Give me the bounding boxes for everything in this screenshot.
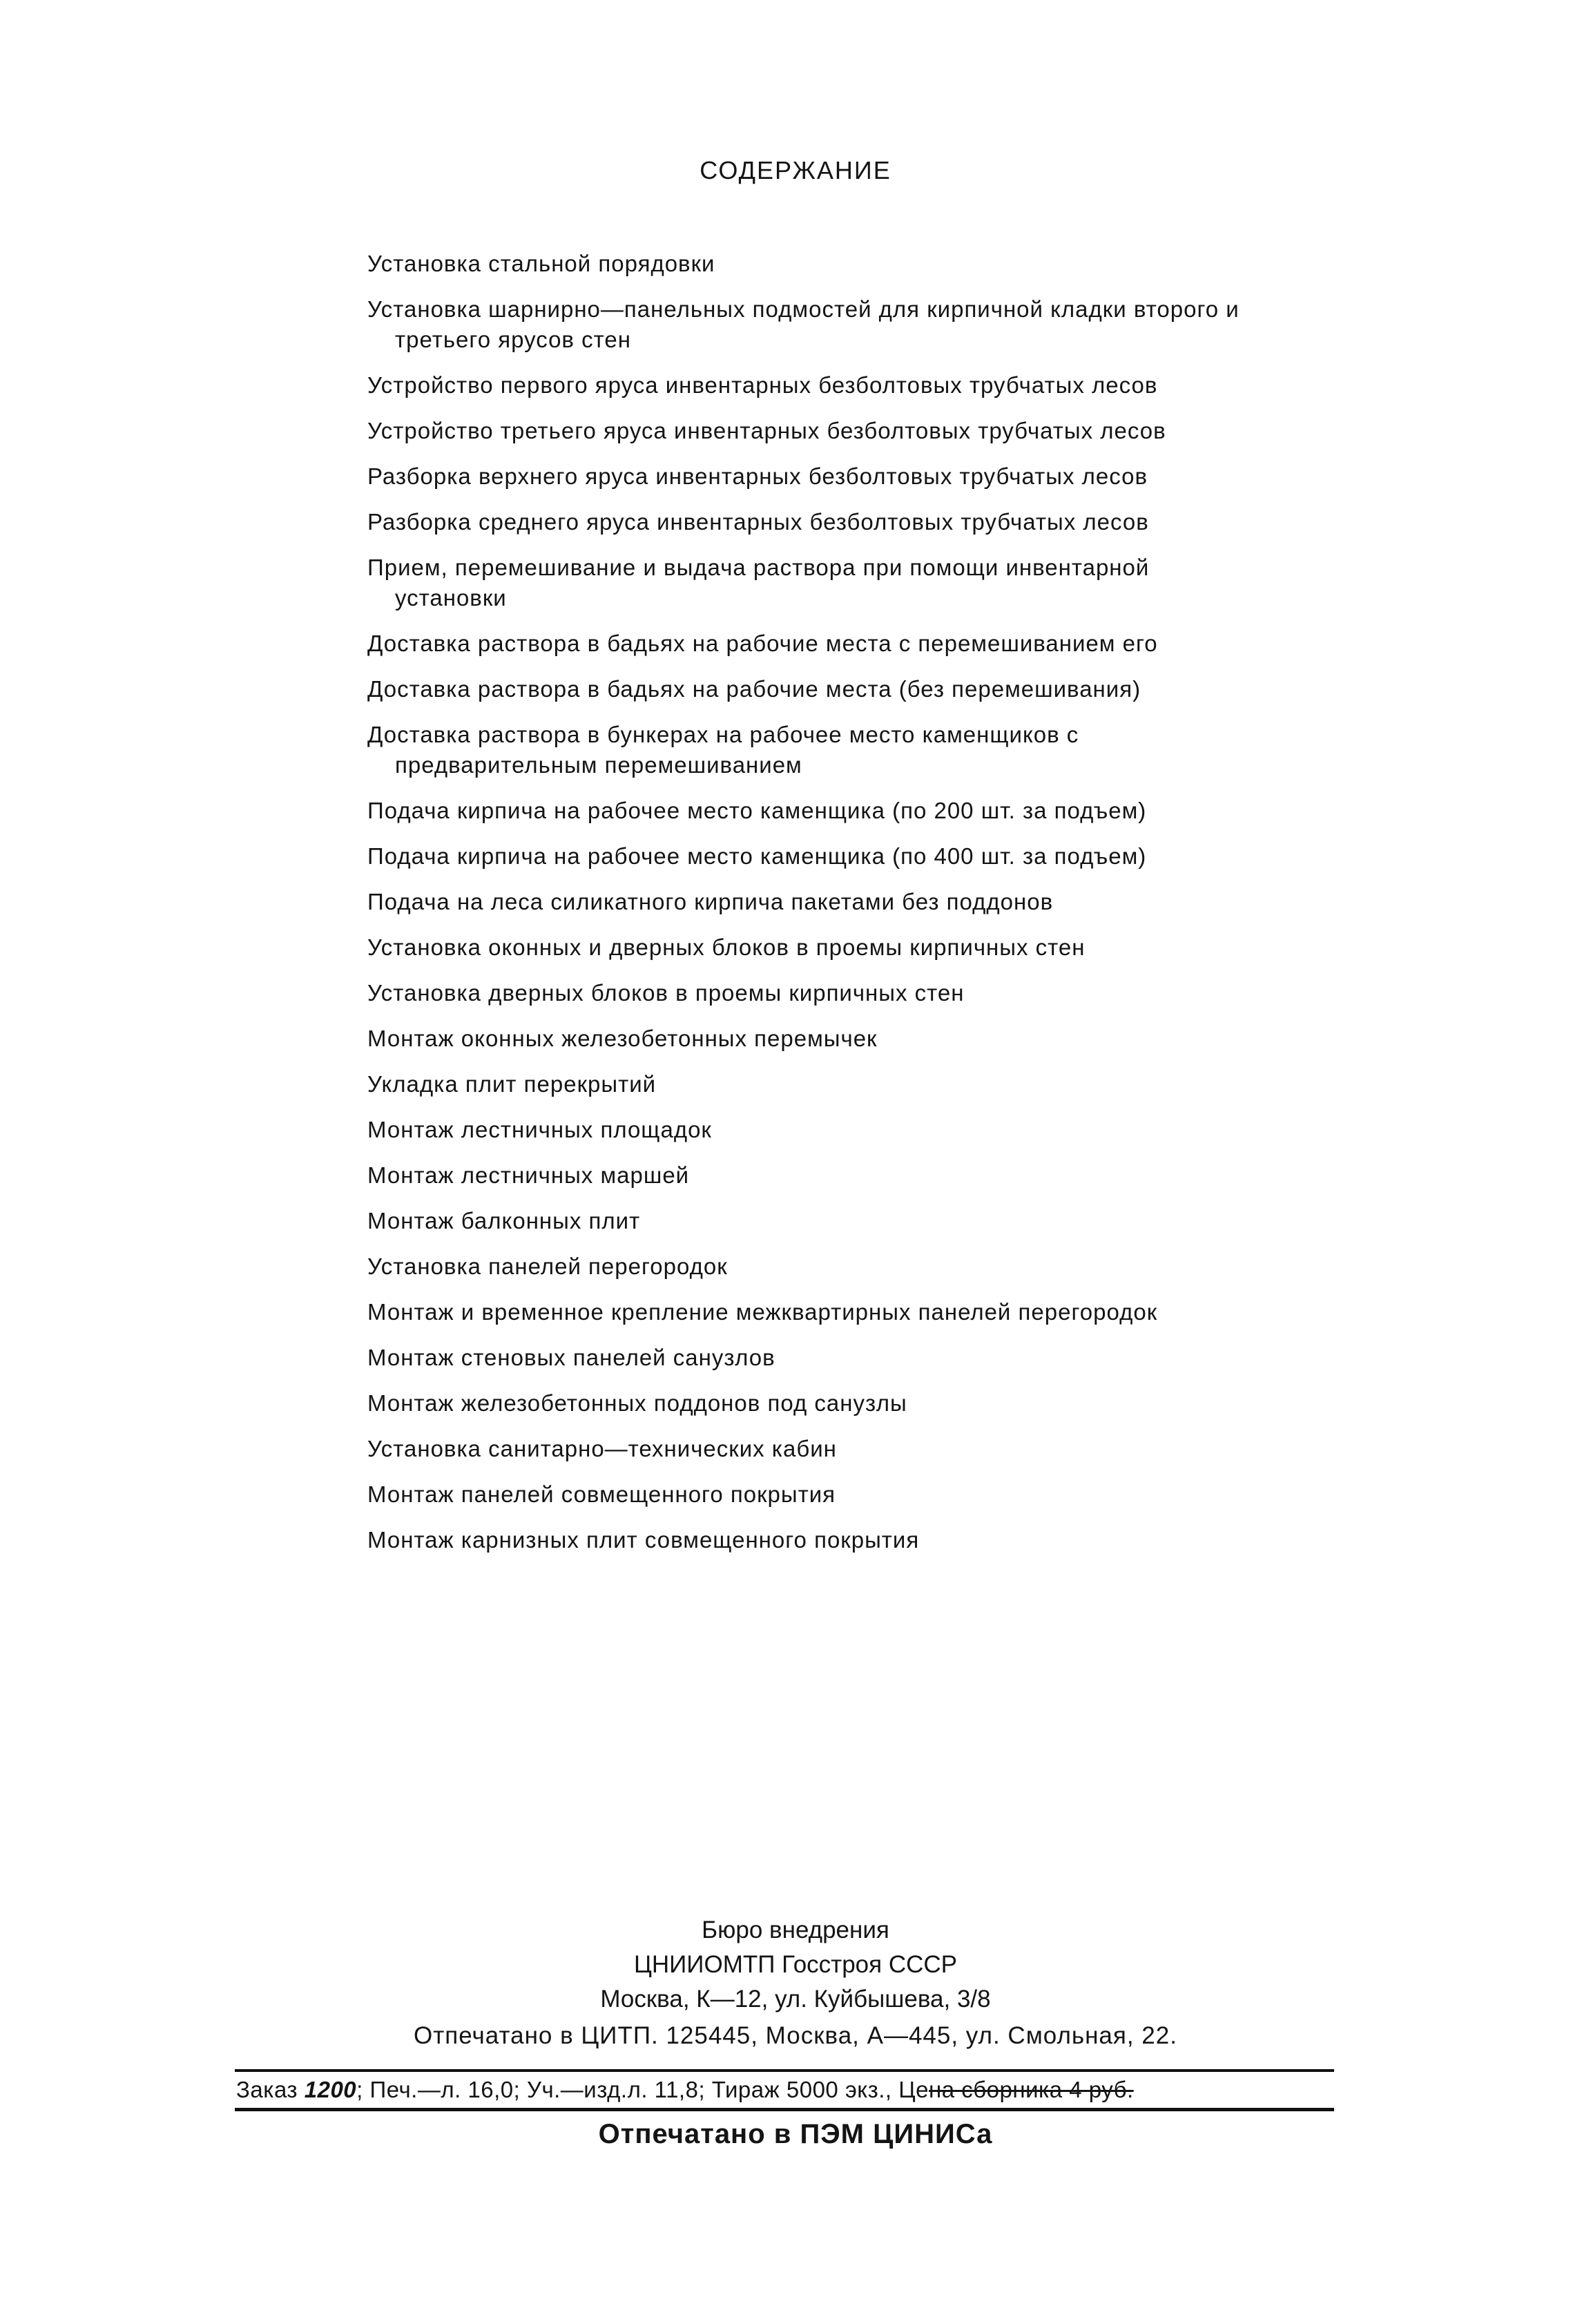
toc-item: Монтаж стеновых панелей санузлов bbox=[367, 1345, 775, 1370]
toc-item: Установка оконных и дверных блоков в проемы кирпичных стен bbox=[367, 934, 1086, 960]
order-line bbox=[236, 2075, 1334, 2105]
publisher-imprint bbox=[0, 1913, 1591, 2017]
toc-item: Монтаж лестничных маршей bbox=[367, 1162, 690, 1188]
table-of-contents bbox=[367, 249, 1244, 1571]
toc-item: Разборка среднего яруса инвентарных безболтовых трубчатых лесов bbox=[367, 509, 1149, 535]
toc-item: Установка санитарно—технических кабин bbox=[367, 1436, 837, 1461]
order-price-struck: на сборника 4 руб. bbox=[929, 2077, 1134, 2102]
imprint-line: Москва, К—12, ул. Куйбышева, 3/8 bbox=[600, 1986, 991, 2013]
toc-item: Установка стальной порядовки bbox=[367, 251, 715, 276]
toc-item: Установка шарнирно—панельных подмостей для кирпичной кладки второго и третьего ярусов стен bbox=[367, 296, 1240, 352]
order-details: ; Печ.—л. 16,0; Уч.—изд.л. 11,8; Тираж 5000 экз., Це bbox=[356, 2077, 929, 2102]
toc-item: Монтаж оконных железобетонных перемычек bbox=[367, 1026, 878, 1051]
toc-item: Доставка раствора в бадьях на рабочие места с перемешиванием его bbox=[367, 631, 1158, 656]
toc-item: Подача на леса силикатного кирпича пакетами без поддонов bbox=[367, 889, 1054, 914]
page-title: СОДЕРЖАНИЕ bbox=[700, 156, 891, 184]
toc-item: Монтаж карнизных плит совмещенного покрытия bbox=[367, 1527, 920, 1553]
toc-item: Монтаж панелей совмещенного покрытия bbox=[367, 1481, 836, 1507]
toc-item: Устройство первого яруса инвентарных безболтовых трубчатых лесов bbox=[367, 372, 1158, 398]
order-label: Заказ bbox=[236, 2077, 298, 2102]
toc-item: Монтаж балконных плит bbox=[367, 1208, 641, 1233]
toc-item: Прием, перемешивание и выдача раствора при помощи инвентарной установки bbox=[367, 555, 1150, 611]
toc-item: Укладка плит перекрытий bbox=[367, 1071, 657, 1097]
final-printer-line: Отпечатано в ПЭМ ЦИНИСа bbox=[598, 2119, 993, 2149]
toc-item: Установка дверных блоков в проемы кирпичных стен bbox=[367, 980, 965, 1006]
toc-item: Разборка верхнего яруса инвентарных безболтовых трубчатых лесов bbox=[367, 463, 1148, 489]
toc-item: Подача кирпича на рабочее место каменщика (по 200 шт. за подъем) bbox=[367, 798, 1147, 823]
order-number: 1200 bbox=[304, 2077, 357, 2102]
toc-item: Доставка раствора в бадьях на рабочие места (без перемешивания) bbox=[367, 676, 1141, 702]
toc-item: Монтаж лестничных площадок bbox=[367, 1117, 712, 1142]
divider bbox=[235, 2069, 1334, 2072]
printer-line: Отпечатано в ЦИТП. 125445, Москва, А—445, ул. Смольная, 22. bbox=[414, 2022, 1177, 2049]
toc-item: Монтаж и временное крепление межквартирных панелей перегородок bbox=[367, 1299, 1158, 1325]
toc-item: Установка панелей перегородок bbox=[367, 1254, 728, 1279]
toc-item: Устройство третьего яруса инвентарных безболтовых трубчатых лесов bbox=[367, 418, 1166, 443]
divider bbox=[235, 2108, 1334, 2111]
imprint-line: ЦНИИОМТП Госстроя СССР bbox=[633, 1951, 957, 1978]
toc-item: Доставка раствора в бункерах на рабочее место каменщиков с предварительным перемешиванием bbox=[367, 722, 1079, 778]
toc-item: Монтаж железобетонных поддонов под санузлы bbox=[367, 1390, 907, 1416]
toc-item: Подача кирпича на рабочее место каменщика (по 400 шт. за подъем) bbox=[367, 843, 1147, 869]
imprint-line: Бюро внедрения bbox=[702, 1917, 889, 1943]
